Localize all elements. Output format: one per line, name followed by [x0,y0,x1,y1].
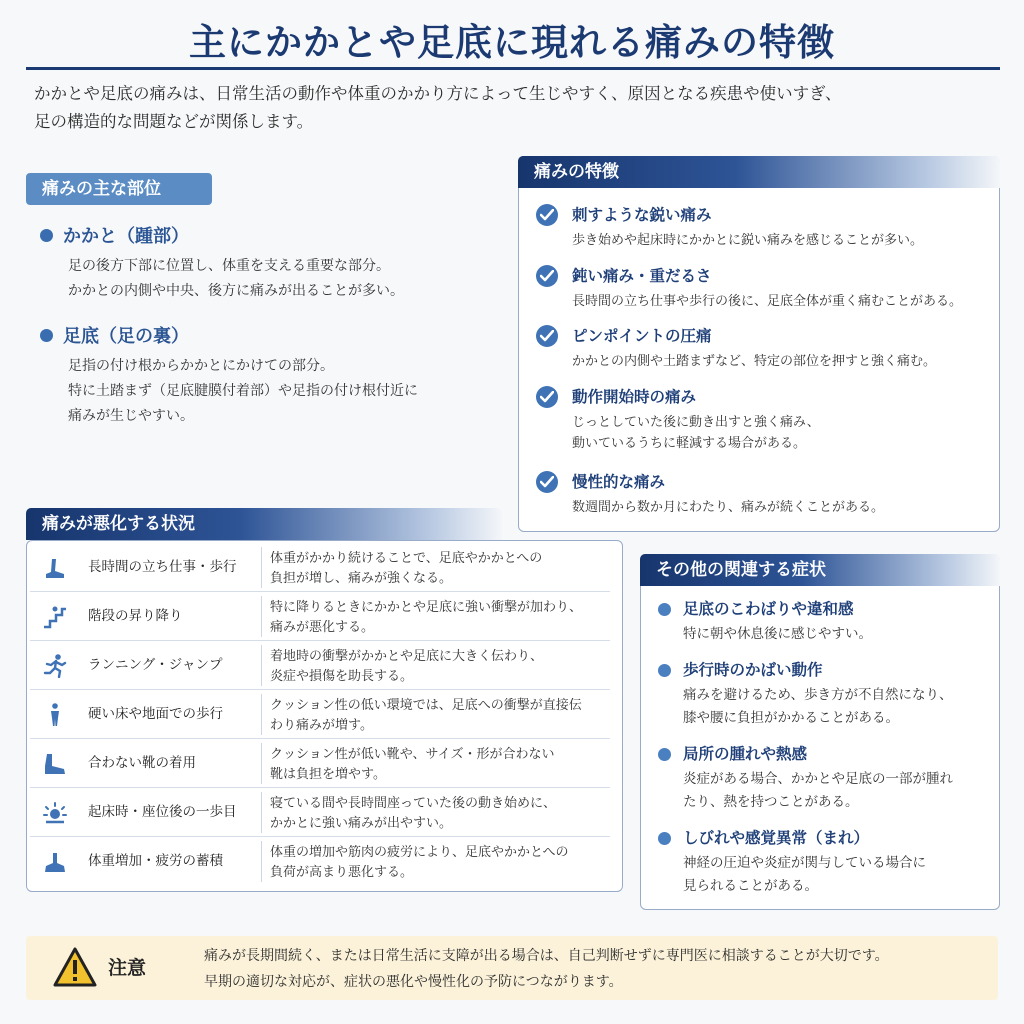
related-heading: その他の関連する症状 [640,554,1000,586]
situation-label: 階段の昇り降り [88,608,183,624]
part-sole [40,322,418,429]
part-desc-line: 足指の付け根からかかとにかけての部分。 [68,358,334,374]
feature-item [536,325,996,372]
feature-title: 動作開始時の痛み [572,388,697,406]
related-desc: 神経の圧迫や炎症が関与している場合に [683,855,926,871]
table-row [30,543,610,592]
table-row [30,690,610,739]
related-title: しびれや感覚異常（まれ） [683,829,870,847]
related-title: 歩行時のかばい動作 [683,661,823,679]
caution-text: 痛みが長期間続く、または日常生活に支障が出る場合は、自己判断せずに専門医に相談することが大切です。 [204,948,889,964]
table-row [30,837,610,886]
feature-item [536,386,996,454]
bullet-dot-icon [658,603,671,616]
part-title: 足底（足の裏） [63,326,189,347]
parts-heading: 痛みの主な部位 [26,173,212,205]
feature-desc: 動いているうちに軽減する場合がある。 [572,436,807,451]
worsening-heading: 痛みが悪化する状況 [26,508,502,540]
related-desc: 特に朝や休息後に感じやすい。 [683,626,872,642]
features-heading: 痛みの特徴 [518,156,1000,188]
bullet-dot-icon [40,329,53,342]
related-item [658,598,988,646]
situation-label: 合わない靴の着用 [88,755,196,771]
situation-desc: わり痛みが増す。 [270,718,373,733]
situation-label: ランニング・ジャンプ [88,657,223,673]
situation-desc: 負荷が高まり悪化する。 [270,865,414,880]
situation-desc: 特に降りるときにかかとや足底に強い衝撃が加わり、 [270,600,583,615]
situation-desc: 寝ている間や長時間座っていた後の動き始めに、 [270,796,557,811]
feature-title: 刺すような鋭い痛み [572,206,712,224]
caution-text: 早期の適切な対応が、症状の悪化や慢性化の予防につながります。 [204,974,623,990]
feature-desc: じっとしていた後に動き出すと強く痛み、 [572,415,820,430]
walking-person-icon [42,703,68,727]
caution-note [26,936,998,1000]
sunrise-icon [42,801,68,825]
feature-desc: かかとの内側や土踏まずなど、特定の部位を押すと強く痛む。 [572,354,937,369]
part-desc-line: かかとの内側や中央、後方に痛みが出ることが多い。 [68,283,404,299]
feature-desc: 数週間から数か月にわたり、痛みが続くことがある。 [572,500,885,515]
stairs-icon [42,605,68,629]
feature-item [536,204,996,251]
intro-text [34,80,994,136]
check-circle-icon [536,204,558,226]
related-desc: 炎症がある場合、かかとや足底の一部が腫れ [683,771,953,787]
caution-label: 注意 [108,957,147,979]
intro-line: かかとや足底の痛みは、日常生活の動作や体重のかかり方によって生じやすく、原因となる疾患や使いすぎ、 [34,84,842,103]
part-desc-line: 特に土踏まず（足底腱膜付着部）や足指の付け根付近に [68,383,418,399]
check-circle-icon [536,471,558,493]
page-title: 主にかかとや足底に現れる痛みの特徴 [189,21,835,64]
table-row [30,739,610,788]
related-item [658,659,988,730]
related-title: 局所の腫れや熱感 [683,745,808,763]
feature-desc: 長時間の立ち仕事や歩行の後に、足底全体が重く痛むことがある。 [572,294,963,309]
related-desc: 見られることがある。 [683,878,818,894]
bullet-dot-icon [40,229,53,242]
situation-desc: 靴は負担を増やす。 [270,767,386,782]
part-desc-line: 足の後方下部に位置し、体重を支える重要な部分。 [68,258,390,274]
feature-desc: 歩き始めや起床時にかかとに鋭い痛みを感じることが多い。 [572,233,924,248]
table-row [30,641,610,690]
feature-title: ピンポイントの圧痛 [572,327,712,345]
related-desc: 膝や腰に負担がかかることがある。 [683,710,899,726]
intro-line: 足の構造的な問題などが関係します。 [34,112,314,131]
part-heel [40,222,404,304]
part-desc-line: 痛みが生じやすい。 [68,408,194,424]
bullet-dot-icon [658,664,671,677]
check-circle-icon [536,265,558,287]
running-icon [42,654,68,678]
situation-label: 長時間の立ち仕事・歩行 [88,559,237,575]
check-circle-icon [536,325,558,347]
feature-item [536,471,996,518]
situation-desc: 負担が増し、痛みが強くなる。 [270,571,453,586]
warning-icon [52,946,98,988]
feature-item [536,265,996,312]
situation-desc: クッション性の低い環境では、足底への衝撃が直接伝 [270,698,582,713]
situation-desc: 痛みが悪化する。 [270,620,375,635]
part-title: かかと（踵部） [63,226,189,247]
standing-icon [42,556,68,580]
table-row [30,592,610,641]
weight-icon [42,850,68,874]
related-title: 足底のこわばりや違和感 [683,600,854,618]
feature-title: 鈍い痛み・重だるさ [572,267,712,285]
situation-label: 起床時・座位後の一歩目 [88,804,237,820]
situation-desc: 着地時の衝撃がかかとや足底に大きく伝わり、 [270,649,544,664]
situation-label: 硬い床や地面での歩行 [88,706,223,722]
situation-desc: 炎症や損傷を助長する。 [270,669,414,684]
related-item [658,743,988,814]
related-item [658,827,988,898]
bullet-dot-icon [658,832,671,845]
table-row [30,788,610,837]
situation-desc: 体重の増加や筋肉の疲労により、足底やかかとへの [270,845,569,860]
boot-icon [42,752,68,776]
situation-label: 体重増加・疲労の蓄積 [88,853,223,869]
situation-desc: クッション性が低い靴や、サイズ・形が合わない [270,747,555,762]
related-desc: 痛みを避けるため、歩き方が不自然になり、 [683,687,953,703]
title-divider [26,67,1000,70]
bullet-dot-icon [658,748,671,761]
feature-title: 慢性的な痛み [572,473,666,491]
related-desc: たり、熱を持つことがある。 [683,794,859,810]
check-circle-icon [536,386,558,408]
situation-desc: 体重がかかり続けることで、足底やかかとへの [270,551,543,566]
situation-desc: かかとに強い痛みが出やすい。 [270,816,453,831]
